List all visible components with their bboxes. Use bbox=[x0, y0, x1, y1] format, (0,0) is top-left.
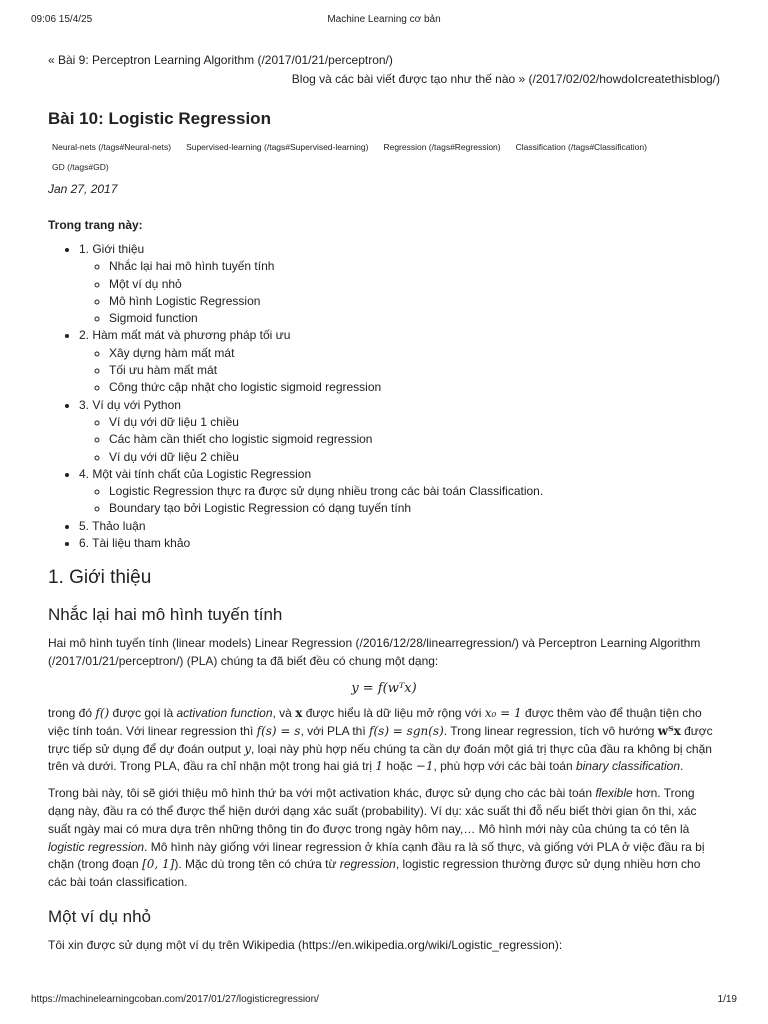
tag-link[interactable]: Classification (/tags#Classification) bbox=[515, 142, 647, 152]
toc-item[interactable]: • 5. Thảo luận bbox=[79, 518, 720, 535]
toc-subitem[interactable]: ◦ Các hàm cần thiết cho logistic sigmoid regression bbox=[109, 431, 720, 448]
table-of-contents bbox=[48, 241, 720, 552]
next-post-link[interactable]: Blog và các bài viết được tạo như thế nào » (/2017/02/02/howdoIcreatethisblog/) bbox=[291, 72, 720, 86]
math-inline: wᵀx bbox=[657, 723, 681, 738]
paragraph: Tôi xin được sử dụng một ví dụ trên Wikipedia (https://en.wikipedia.org/wiki/Logistic_regression): bbox=[48, 937, 563, 952]
math-inline: f(s) = s bbox=[256, 723, 301, 738]
math-inline: x₀ = 1 bbox=[484, 705, 522, 720]
print-url: https://machinelearningcoban.com/2017/01/27/logisticregression/ bbox=[31, 994, 319, 1005]
toc-subitem[interactable]: ◦ Mô hình Logistic Regression bbox=[109, 293, 720, 310]
toc-item[interactable]: • 2. Hàm mất mát và phương pháp tối ưu ◦ Xây dựng hàm mất mát ◦ Tối ưu hàm mất mát ◦ Công thức cập nhật cho logistic sigmoid regression bbox=[79, 327, 720, 396]
print-page-number: 1/19 bbox=[717, 994, 737, 1005]
print-datetime: 09:06 15/4/25 bbox=[31, 14, 93, 25]
toc-item[interactable]: • 6. Tài liệu tham khảo bbox=[79, 535, 720, 552]
toc-subitem[interactable]: ◦ Boundary tạo bởi Logistic Regression có dạng tuyến tính bbox=[109, 500, 720, 517]
toc-subitem[interactable]: ◦ Ví dụ với dữ liệu 2 chiều bbox=[109, 449, 720, 466]
formula: y = f(wᵀx) bbox=[351, 680, 417, 696]
toc-item[interactable]: • 4. Một vài tính chất của Logistic Regression ◦ Logistic Regression thực ra được sử dụng nhiều trong các bài toán Classification. ◦ Boundary tạo bởi Logistic Regression có dạng tuyến tính bbox=[79, 466, 720, 518]
tag-link[interactable]: GD (/tags#GD) bbox=[52, 162, 109, 172]
toc-subitem[interactable]: ◦ Nhắc lại hai mô hình tuyến tính bbox=[109, 258, 720, 275]
article bbox=[48, 52, 720, 955]
toc-subitem[interactable]: ◦ Xây dựng hàm mất mát bbox=[109, 345, 720, 362]
tag-link[interactable]: Regression (/tags#Regression) bbox=[383, 142, 501, 152]
math-inline: f(s) = sgn(s) bbox=[369, 723, 444, 738]
toc-subitem[interactable]: ◦ Logistic Regression thực ra được sử dụng nhiều trong các bài toán Classification. bbox=[109, 483, 720, 500]
print-title: Machine Learning cơ bản bbox=[327, 14, 441, 25]
tag-link[interactable]: Supervised-learning (/tags#Supervised-learning) bbox=[186, 142, 369, 152]
toc-item[interactable]: • 1. Giới thiệu ◦ Nhắc lại hai mô hình tuyến tính ◦ Một ví dụ nhỏ ◦ Mô hình Logistic Regression ◦ Sigmoid function bbox=[79, 241, 720, 327]
toc-item[interactable]: • 3. Ví dụ với Python ◦ Ví dụ với dữ liệu 1 chiều ◦ Các hàm cần thiết cho logistic sigmoid regression ◦ Ví dụ với dữ liệu 2 chiều bbox=[79, 397, 720, 466]
toc-title: Trong trang này: bbox=[48, 218, 143, 232]
paragraph: Hai mô hình tuyến tính (linear models) Linear Regression (/2016/12/28/linearregression/) và Perceptron Learning Algorithm (/2017/01/21/perceptron/) (PLA) chúng ta đã biết đều có chung một dạng: bbox=[48, 636, 701, 669]
section-heading: 1. Giới thiệu bbox=[48, 567, 152, 589]
tag-list bbox=[48, 141, 720, 181]
subsection-heading: Nhắc lại hai mô hình tuyến tính bbox=[48, 605, 283, 625]
toc-subitem[interactable]: ◦ Tối ưu hàm mất mát bbox=[109, 362, 720, 379]
tag-link[interactable]: Neural-nets (/tags#Neural-nets) bbox=[52, 142, 172, 152]
paragraph: trong đó f() được gọi là activation function, và x được hiểu là dữ liệu mở rộng với x₀ = 1 được thêm vào để thuận tiện cho việc tính toán. Với linear regression thì f(s) = s, với PLA thì f(s) = sgn(s). Trong linear regression, tích vô hướng wᵀx được trực tiếp sử dụng để dự đoán output y, loại này phù hợp nếu chúng ta cần dự đoán một giá trị thực của đầu ra không bị chặn trên và dưới. Trong PLA, đầu ra chỉ nhận một trong hai giá trị 1 hoặc −1, phù hợp với các bài toán binary classification. bbox=[48, 705, 713, 774]
math-inline: x bbox=[295, 705, 303, 720]
toc-subitem[interactable]: ◦ Một ví dụ nhỏ bbox=[109, 276, 720, 293]
math-inline: [0, 1] bbox=[142, 857, 175, 872]
paragraph: Trong bài này, tôi sẽ giới thiệu mô hình thứ ba với một activation khác, được sử dụng cho các bài toán flexible hơn. Trong dạng này, đầu ra có thể được thể hiện dưới dạng xác suất (probability). Ví dụ: xác suất thi đỗ nếu biết thời gian ôn thi, xác suất ngày mai có mưa dựa trên những thông tin đo được trong ngày hôm nay,… Mô hình mới này của chúng ta có tên là logistic regression. Mô hình này giống với linear regression ở khía cạnh đầu ra là số thực, và giống với PLA ở việc đầu ra bị chặn (trong đoạn [0, 1]). Mặc dù trong tên có chứa từ regression, logistic regression thường được sử dụng nhiều hơn cho các bài toán classification. bbox=[48, 786, 705, 890]
toc-subitem[interactable]: ◦ Công thức cập nhật cho logistic sigmoid regression bbox=[109, 379, 720, 396]
subsection-heading: Một ví dụ nhỏ bbox=[48, 906, 152, 926]
post-date: Jan 27, 2017 bbox=[48, 182, 118, 196]
math-inline: −1 bbox=[415, 759, 434, 774]
prev-post-link[interactable]: « Bài 9: Perceptron Learning Algorithm (/2017/01/21/perceptron/) bbox=[48, 53, 393, 67]
post-title: Bài 10: Logistic Regression bbox=[48, 109, 271, 128]
math-inline: y bbox=[244, 741, 252, 756]
toc-subitem[interactable]: ◦ Sigmoid function bbox=[109, 310, 720, 327]
math-inline: f() bbox=[95, 705, 110, 720]
math-inline: 1 bbox=[375, 759, 384, 774]
toc-subitem[interactable]: ◦ Ví dụ với dữ liệu 1 chiều bbox=[109, 414, 720, 431]
